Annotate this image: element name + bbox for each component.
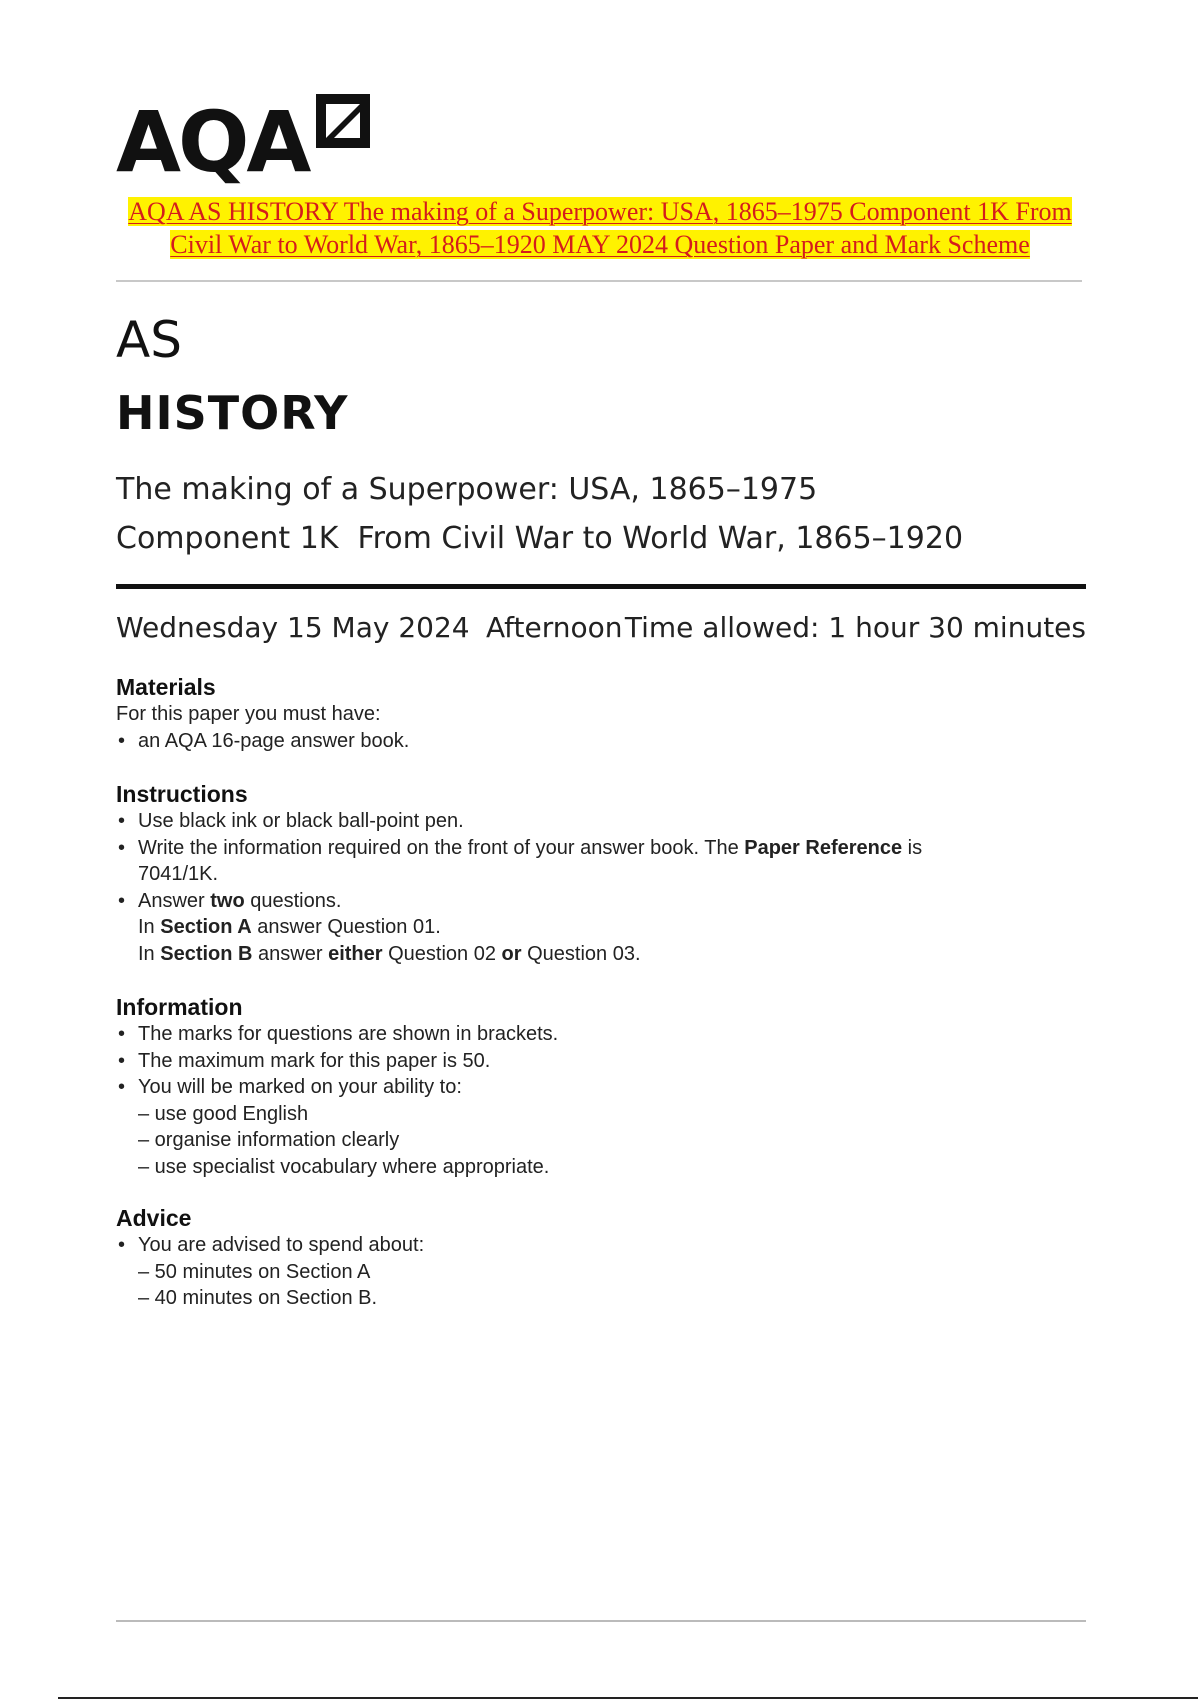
information-section (116, 993, 1076, 1180)
list-item: • an AQA 16-page answer book. (116, 728, 1076, 755)
text-run-bold: two (210, 889, 245, 912)
aqa-logo-text: AQA (116, 93, 309, 191)
advice-section (116, 1204, 1076, 1312)
list-item: • Use black ink or black ball-point pen. (116, 808, 1076, 835)
banner-line-2[interactable]: Civil War to World War, 1865–1920 MAY 2024 Question Paper and Mark Scheme (170, 230, 1030, 259)
text-run: You will be marked on your ability to: (138, 1076, 462, 1098)
sub-item: – use good English (138, 1102, 309, 1125)
list-item (116, 1074, 1076, 1180)
instructions-heading: Instructions (116, 781, 248, 807)
information-heading: Information (116, 994, 243, 1020)
page-edge-line (58, 1697, 1198, 1699)
materials-heading: Materials (116, 674, 216, 700)
advice-heading: Advice (116, 1205, 192, 1231)
divider-thick (116, 584, 1086, 589)
text-run: Question 02 (382, 942, 502, 965)
materials-intro: For this paper you must have: (116, 703, 381, 725)
paper-title: The making of a Superpower: USA, 1865–1975 (116, 472, 818, 507)
subject-title: HISTORY (116, 386, 349, 440)
text-run: In (138, 942, 161, 965)
sub-item: – 50 minutes on Section A (138, 1260, 371, 1283)
paper-reference-label: Paper Reference (744, 836, 903, 859)
text-run: answer (252, 942, 329, 965)
sub-item: – use specialist vocabulary where appropriate. (138, 1155, 550, 1178)
instructions-section (116, 780, 1076, 967)
text-run-bold: either (328, 942, 383, 965)
exam-details-row (116, 608, 1086, 648)
sub-item: – 40 minutes on Section B. (138, 1287, 378, 1309)
list-item (116, 835, 1076, 888)
text-run: is (902, 836, 923, 859)
exam-session: Afternoon (486, 611, 623, 644)
document-title-banner (70, 195, 1130, 261)
paper-reference-value: 7041/1K. (138, 863, 219, 885)
text-run: Write the information required on the front of your answer book. The (138, 836, 745, 859)
aqa-logo (116, 84, 374, 191)
text-run-bold: or (501, 942, 522, 965)
text-run: Answer (138, 889, 211, 912)
exam-date: Wednesday 15 May 2024 (116, 611, 470, 644)
list-item: • The maximum mark for this paper is 50. (116, 1048, 1076, 1075)
text-run: In (138, 916, 161, 938)
banner-line-1[interactable]: AQA AS HISTORY The making of a Superpower: USA, 1865–1975 Component 1K From (128, 197, 1072, 226)
text-run-bold: Section B (160, 942, 253, 965)
footer-divider (116, 1620, 1086, 1622)
sub-item: – organise information clearly (138, 1129, 400, 1151)
text-run: questions. (244, 889, 342, 912)
text-run: answer Question 01. (251, 916, 441, 938)
text-run-bold: Section A (160, 916, 252, 938)
time-allowed: Time allowed: 1 hour 30 minutes (624, 611, 1086, 644)
qualification-level: AS (116, 311, 182, 369)
text-run: You are advised to spend about: (138, 1234, 425, 1256)
aqa-logo-mark-icon (312, 90, 374, 152)
materials-section (116, 673, 1076, 754)
text-run: Question 03. (521, 942, 641, 965)
list-item (116, 1232, 1076, 1312)
divider (116, 280, 1082, 282)
list-item (116, 888, 1076, 968)
list-item: • The marks for questions are shown in brackets. (116, 1021, 1076, 1048)
component-title: Component 1K From Civil War to World War, 1865–1920 (116, 521, 964, 556)
